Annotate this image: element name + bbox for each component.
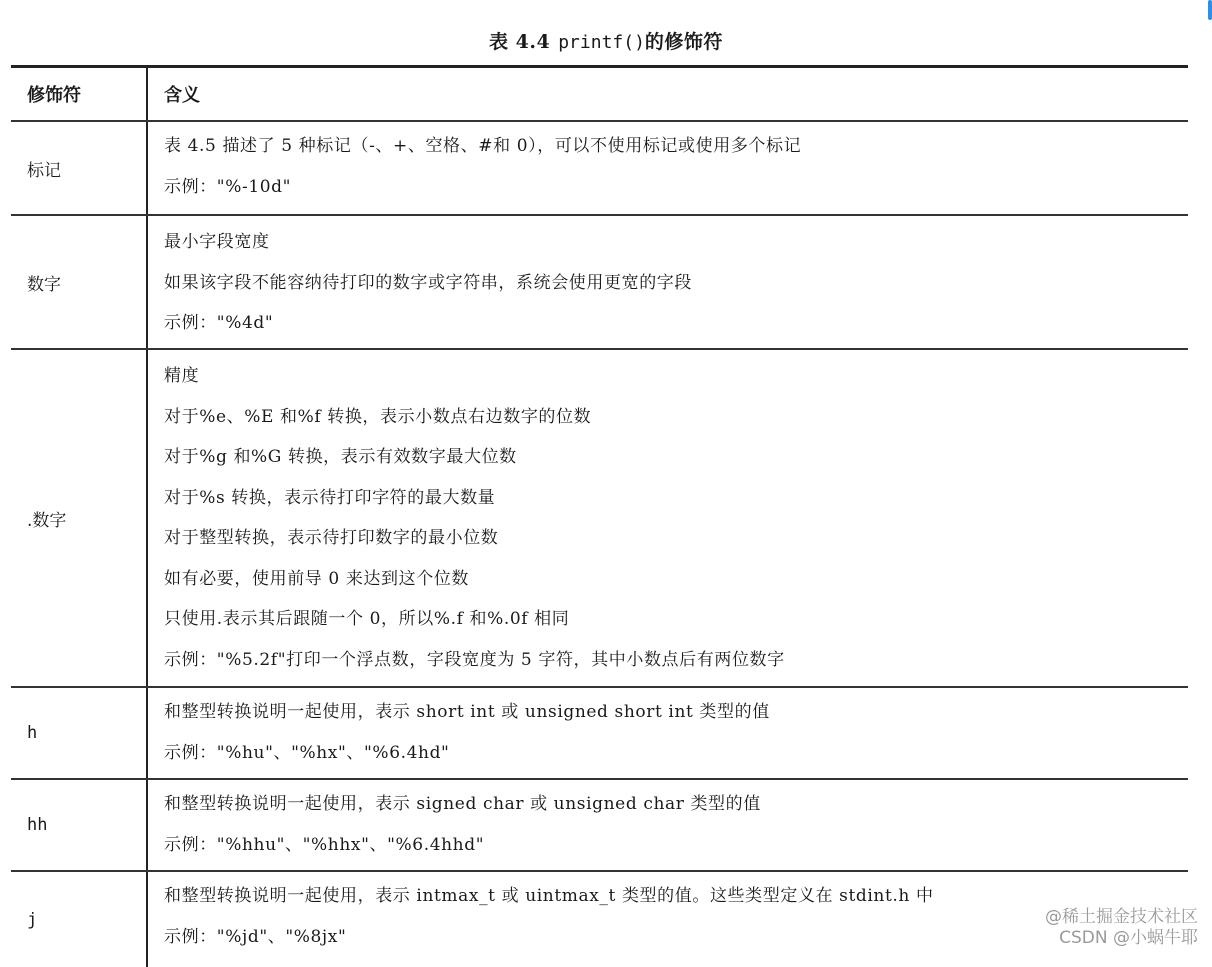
caption-suffix: 的修饰符 — [644, 31, 723, 53]
meaning-line: 精度 — [164, 366, 200, 386]
meaning-line: 对于整型转换，表示待打印数字的最小位数 — [164, 528, 499, 548]
caption-code: printf() — [558, 32, 645, 53]
meaning-example: 示例："%hhu"、"%hhx"、"%6.4hhd" — [164, 834, 485, 855]
row-meaning — [148, 780, 1188, 870]
row-meaning — [148, 122, 1188, 214]
table-header-row — [11, 68, 1188, 122]
meaning-line: 对于%e、%E 和%f 转换，表示小数点右边数字的位数 — [164, 406, 592, 427]
table-row-j — [11, 872, 1188, 967]
scrollbar-indicator[interactable] — [1208, 0, 1212, 20]
table-row-h — [11, 688, 1188, 780]
row-key: hh — [11, 780, 148, 870]
meaning-example: 示例："%4d" — [164, 313, 274, 333]
meaning-line: 和整型转换说明一起使用，表示 short int 或 unsigned short int 类型的值 — [164, 702, 770, 722]
meaning-example: 示例："%5.2f"打印一个浮点数，字段宽度为 5 字符，其中小数点后有两位数字 — [164, 649, 785, 670]
table-row-hh — [11, 780, 1188, 872]
meaning-line: 最小字段宽度 — [164, 232, 270, 252]
header-meaning: 含义 — [164, 85, 200, 106]
row-key: j — [11, 872, 148, 967]
row-key: 数字 — [11, 216, 148, 348]
meaning-line: 对于%s 转换，表示待打印字符的最大数量 — [164, 487, 496, 508]
meaning-line: 只使用.表示其后跟随一个 0，所以%.f 和%.0f 相同 — [164, 609, 570, 629]
meaning-line: 对于%g 和%G 转换，表示有效数字最大位数 — [164, 447, 517, 467]
row-meaning — [148, 872, 1188, 967]
row-meaning — [148, 350, 1188, 686]
meaning-line: 如有必要，使用前导 0 来达到这个位数 — [164, 568, 470, 589]
watermark-line-2: CSDN @小蜗牛耶 — [1059, 928, 1198, 948]
meaning-line: 表 4.5 描述了 5 种标记（-、+、空格、#和 0），可以不使用标记或使用多个标记 — [164, 136, 802, 156]
header-modifier: 修饰符 — [11, 68, 148, 120]
caption-prefix: 表 4.4 — [489, 31, 551, 53]
row-key: h — [11, 688, 148, 778]
row-key: .数字 — [11, 350, 148, 686]
meaning-line: 和整型转换说明一起使用，表示 signed char 或 unsigned char 类型的值 — [164, 794, 761, 814]
watermark-line-1: @稀土掘金技术社区 — [1045, 907, 1198, 927]
meaning-line: 和整型转换说明一起使用，表示 intmax_t 或 uintmax_t 类型的值。这些类型定义在 stdint.h 中 — [164, 886, 934, 906]
table-row-flags — [11, 122, 1188, 216]
meaning-line: 如果该字段不能容纳待打印的数字或字符串，系统会使用更宽的字段 — [164, 272, 692, 293]
row-meaning — [148, 216, 1188, 348]
table-row-precision — [11, 350, 1188, 688]
meaning-example: 示例："%-10d" — [164, 176, 292, 197]
table-row-digits — [11, 216, 1188, 350]
table-caption — [0, 27, 1212, 54]
meaning-example: 示例："%jd"、"%8jx" — [164, 926, 347, 947]
row-key: 标记 — [11, 122, 148, 214]
watermark — [1045, 907, 1198, 949]
meaning-example: 示例："%hu"、"%hx"、"%6.4hd" — [164, 742, 450, 763]
row-meaning — [148, 688, 1188, 778]
modifier-table — [11, 65, 1188, 967]
